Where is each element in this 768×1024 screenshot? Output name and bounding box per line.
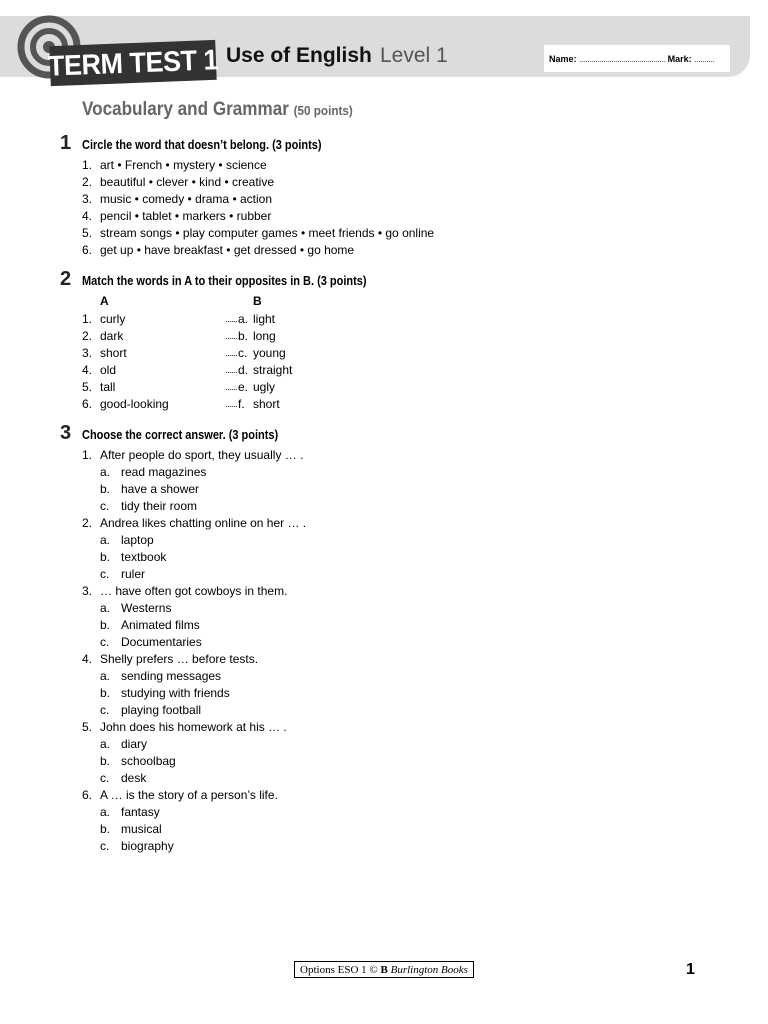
mc-option-letter: c. [100, 703, 110, 717]
section-title [82, 99, 353, 121]
match-letter-b: b. [238, 329, 249, 343]
mc-option-text: playing football [121, 703, 202, 717]
match-blank: ...... [225, 399, 238, 409]
match-word-a: tall [100, 380, 116, 394]
question-2-number: 2 [60, 268, 72, 290]
match-letter-b: d. [238, 363, 249, 377]
mc-option-letter: b. [100, 686, 111, 700]
match-row-number: 1. [82, 312, 93, 326]
match-word-a: dark [100, 329, 124, 343]
match-letter-b: f. [238, 397, 245, 411]
mc-option-text: have a shower [121, 482, 200, 496]
match-row-number: 5. [82, 380, 93, 394]
footer-publisher: Burlington Books [390, 963, 468, 976]
mc-option-text: tidy their room [121, 499, 198, 513]
question-2-instruction: Match the words in A to their opposites in B. (3 points) [82, 274, 367, 288]
question-3-number: 3 [60, 422, 72, 444]
mc-option-letter: a. [100, 805, 111, 819]
mc-option-text: biography [121, 839, 174, 853]
publisher-logo-icon: B [380, 963, 388, 976]
column-b-heading: B [253, 294, 262, 308]
term-test-label: TERM TEST 1 [47, 43, 219, 82]
mc-question-text: Shelly prefers … before tests. [100, 652, 259, 666]
list-item-number: 1. [82, 158, 93, 172]
match-blank: ...... [225, 314, 238, 324]
match-word-b: short [253, 397, 280, 411]
mc-option-text: fantasy [121, 805, 160, 819]
mc-option-text: read magazines [121, 465, 207, 479]
mc-option-letter: c. [100, 771, 110, 785]
page-number: 1 [686, 961, 695, 978]
mc-option-text: sending messages [121, 669, 222, 683]
column-a-heading: A [100, 294, 109, 308]
mc-question-number: 1. [82, 448, 93, 462]
match-letter-b: c. [238, 346, 248, 360]
mc-option-text: ruler [121, 567, 146, 581]
mc-question-text: Andrea likes chatting online on her … . [100, 516, 307, 530]
match-row-number: 6. [82, 397, 93, 411]
list-item-words: stream songs • play computer games • meet friends • go online [100, 226, 435, 240]
mark-blank: .......... [694, 53, 715, 64]
mc-option-text: schoolbag [121, 754, 176, 768]
match-row-number: 4. [82, 363, 93, 377]
mc-option-text: studying with friends [121, 686, 230, 700]
mc-option-letter: c. [100, 839, 110, 853]
list-item-words: get up • have breakfast • get dressed • go home [100, 243, 355, 257]
mc-question-text: … have often got cowboys in them. [100, 584, 288, 598]
mc-option-letter: a. [100, 737, 111, 751]
name-blank: ........................................... [579, 53, 666, 64]
match-word-b: young [253, 346, 286, 360]
list-item-number: 2. [82, 175, 93, 189]
mc-option-letter: b. [100, 618, 111, 632]
match-word-a: curly [100, 312, 126, 326]
list-item-words: beautiful • clever • kind • creative [100, 175, 275, 189]
mc-option-letter: b. [100, 550, 111, 564]
mc-option-text: textbook [121, 550, 167, 564]
mc-question-text: After people do sport, they usually … . [100, 448, 304, 462]
mc-option-text: Documentaries [121, 635, 202, 649]
mark-label: Mark: [667, 53, 692, 64]
mc-option-text: desk [121, 771, 147, 785]
list-item-number: 5. [82, 226, 93, 240]
list-item-number: 4. [82, 209, 93, 223]
match-letter-b: a. [238, 312, 249, 326]
question-3-instruction: Choose the correct answer. (3 points) [82, 428, 279, 442]
mc-option-letter: b. [100, 822, 111, 836]
match-row-number: 3. [82, 346, 93, 360]
mc-option-letter: c. [100, 567, 110, 581]
mc-option-letter: a. [100, 669, 111, 683]
test-title: Use of English [226, 44, 372, 67]
mc-option-letter: a. [100, 601, 111, 615]
question-1-number: 1 [60, 132, 72, 154]
mc-question-text: John does his homework at his … . [100, 720, 287, 734]
footer-text: Options ESO 1 © [300, 963, 378, 976]
mc-question-number: 6. [82, 788, 93, 802]
mc-question-number: 2. [82, 516, 93, 530]
name-label: Name: [549, 53, 577, 64]
match-blank: ...... [225, 331, 238, 341]
section-points: (50 points) [293, 103, 353, 118]
name-mark-box[interactable] [544, 45, 730, 72]
mc-option-letter: c. [100, 635, 110, 649]
question-1-instruction: Circle the word that doesn’t belong. (3 points) [82, 138, 322, 152]
list-item-words: art • French • mystery • science [100, 158, 267, 172]
match-word-b: long [253, 329, 276, 343]
list-item-number: 3. [82, 192, 93, 206]
match-word-a: short [100, 346, 127, 360]
mc-question-number: 5. [82, 720, 93, 734]
section-title-text: Vocabulary and Grammar [82, 99, 289, 120]
mc-option-text: musical [121, 822, 162, 836]
mc-question-number: 4. [82, 652, 93, 666]
mc-option-text: Animated films [121, 618, 200, 632]
match-blank: ...... [225, 348, 238, 358]
mc-option-letter: b. [100, 754, 111, 768]
list-item-words: pencil • tablet • markers • rubber [100, 209, 272, 223]
footer-credit [294, 961, 474, 978]
term-test-badge [47, 40, 219, 86]
mc-option-letter: c. [100, 499, 110, 513]
mc-question-number: 3. [82, 584, 93, 598]
mc-option-text: Westerns [121, 601, 172, 615]
list-item-words: music • comedy • drama • action [100, 192, 272, 206]
mc-question-text: A … is the story of a person’s life. [100, 788, 278, 802]
mc-option-letter: a. [100, 465, 111, 479]
mc-option-letter: b. [100, 482, 111, 496]
mc-option-text: diary [121, 737, 148, 751]
match-word-b: ugly [253, 380, 276, 394]
list-item-number: 6. [82, 243, 93, 257]
mc-option-text: laptop [121, 533, 154, 547]
match-word-a: good-looking [100, 397, 169, 411]
match-blank: ...... [225, 365, 238, 375]
mc-option-letter: a. [100, 533, 111, 547]
test-level: Level 1 [380, 44, 448, 67]
match-word-b: straight [253, 363, 293, 377]
match-word-b: light [253, 312, 276, 326]
match-row-number: 2. [82, 329, 93, 343]
match-letter-b: e. [238, 380, 249, 394]
match-word-a: old [100, 363, 117, 377]
match-blank: ...... [225, 382, 238, 392]
